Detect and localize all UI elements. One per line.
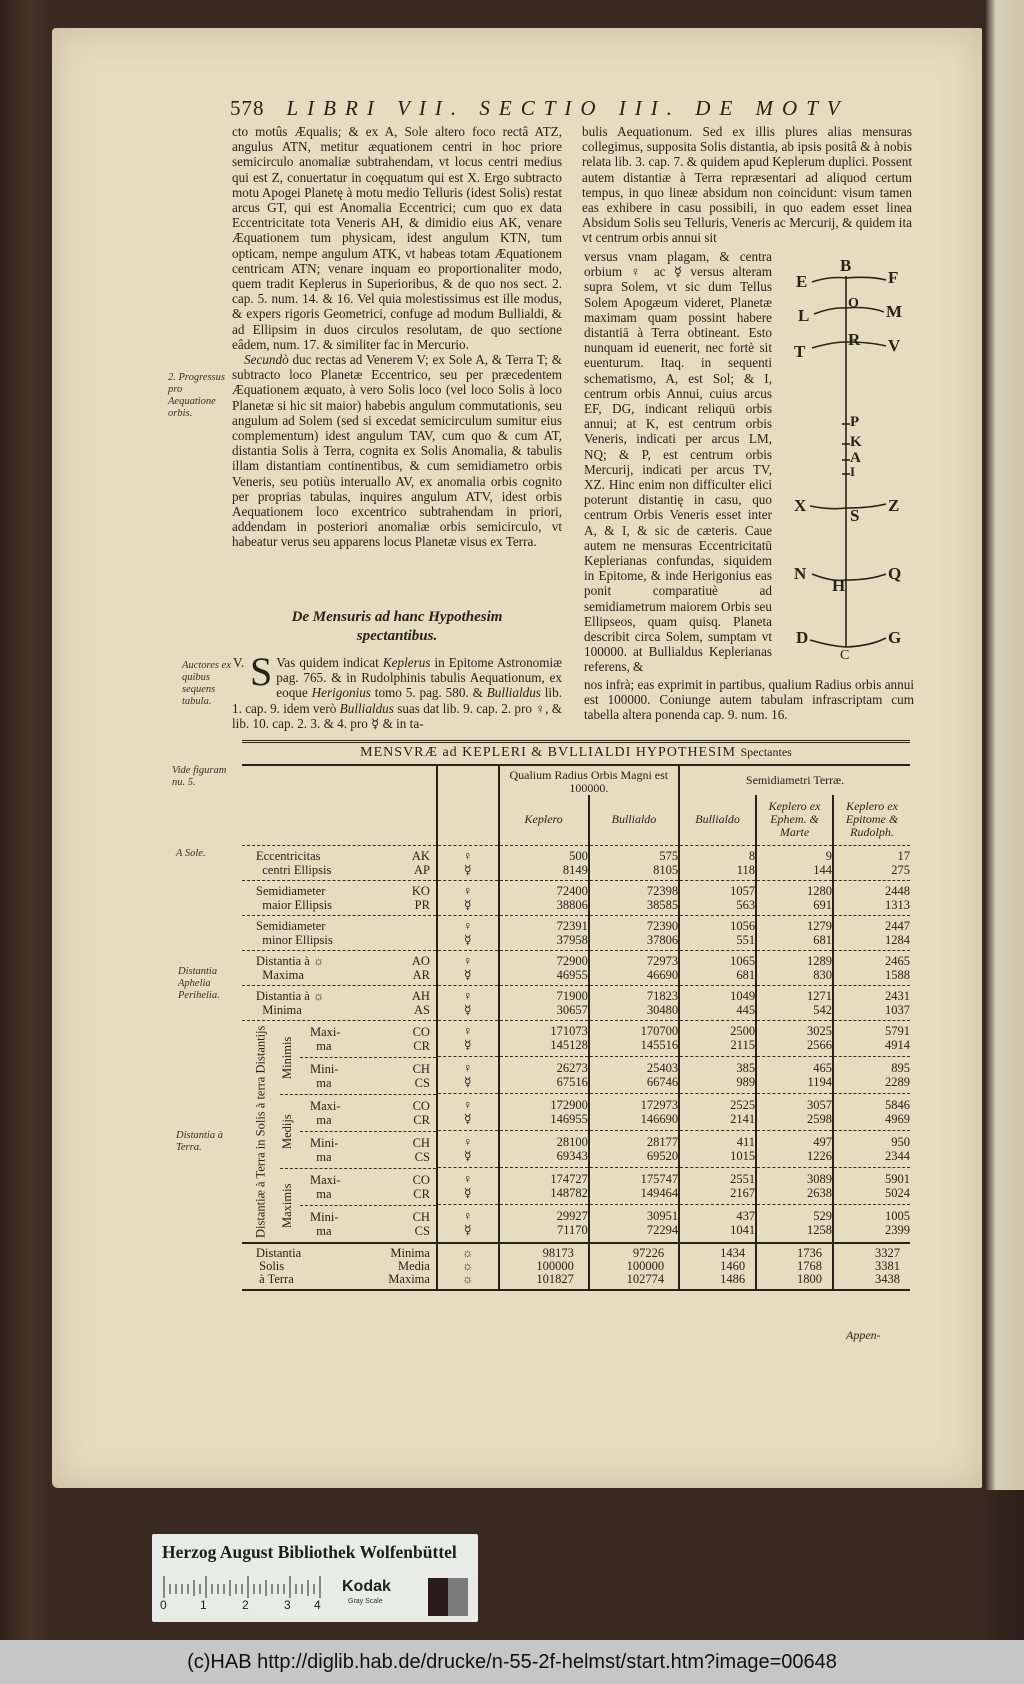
table-row-earth-medijs-minima: ♀ ☿ 28100 69343 28177 69520 411 1015 497 1226 950 2344 (242, 1131, 910, 1168)
diagram-label-g: G (888, 628, 902, 647)
diagram-label-a: A (850, 450, 861, 466)
table-row-distantia-solis: Minima Distantia Media Solis Maxima à Terra ☼ ☼ ☼ 98173 100000 101827 97226 100000 102774 1434 1460 1486 1736 1768 1800 3327 3381 3438 (242, 1243, 910, 1289)
mercury-icon: ☿ (463, 862, 472, 877)
diagram-label-h: H (832, 576, 846, 595)
diagram-label-n: N (794, 564, 807, 583)
page-number: 578 (230, 96, 265, 120)
table-row-semidiameter-maior: KO Semidiameter PR maior Ellipsis ♀ ☿ 72400 38806 72398 38585 1057 563 1280 691 2448 1313 (242, 880, 910, 915)
diagram-label-l: L (798, 306, 810, 325)
table-row-earth-maximis-minima: ♀ ☿ 29927 71170 30951 72294 437 1041 529 1258 1005 2399 (242, 1205, 910, 1243)
institution-name: Herzog August Bibliothek Wolfenbüttel (162, 1542, 457, 1562)
orbit-schematic-diagram (790, 256, 920, 663)
venus-icon: ♀ (463, 883, 473, 898)
mercury-icon: ☿ (463, 1075, 472, 1090)
mercury-icon: ☿ (463, 1223, 472, 1238)
diagram-label-r: R (848, 330, 861, 349)
diagram-label-z: Z (888, 496, 900, 515)
copyright-footer: (c)HAB http://diglib.hab.de/drucke/n-55-2f-helmst/start.htm?image=00648 (0, 1640, 1024, 1684)
catchword: Appen- (846, 1328, 881, 1342)
col-header-bullialdo-terrae: Bullialdo (679, 795, 756, 845)
sun-icon: ☼ (462, 1245, 474, 1260)
mercury-icon: ☿ (463, 967, 472, 982)
margin-note-auctores: Auctores ex quibus sequens tabula. (182, 660, 231, 707)
col-header-bullialdo: Bullialdo (589, 795, 679, 845)
col-header-keplero-epitome: Keplero ex Epitome & Rudolph. (833, 795, 910, 845)
left-column (232, 124, 562, 550)
paragraph-number: V. (233, 655, 245, 670)
venus-icon: ♀ (463, 1024, 473, 1039)
sun-icon: ☼ (462, 1258, 474, 1273)
ruler-scale (162, 1574, 322, 1598)
swatch-gray (448, 1578, 468, 1616)
table-bottom-rule (242, 1289, 910, 1291)
diagram-label-v: V (888, 336, 901, 355)
table-row-earth-maximis-maxima: ♀ ☿ 174727 148782 175747 149464 2551 2167 3089 2638 5901 5024 (242, 1168, 910, 1205)
adjacent-page-edge (984, 0, 1024, 1490)
paragraph-1: cto motûs Æqualis; & ex A, Sole altero foco rectâ ATZ, angulus ATN, metitur æquationem centri in hoc priore semicirculo anomaliæ subtrahendam, vt locus centri medius qui est Z, conuertatur in coęquatum qui est X. Ergo subtracto motu Apogei Planetę à motu medio Telluris (idest Solis) restat arcus GT, qui est Anomalia Eccentrici; cum quo ex data Eccentricitate tota Veneris AH, & dimidio eius AK, venare Æquationem tum physicam, idest angulum KTN, tum opticam, nempe angulum ATK, vt habeas totam Æquationem centricam ATN; venare inquam eo proportionaliter modo, quem tradit Keplerus in Superioribus, & de quo nos sect. 2. cap. 5. num. 14. & 16. Vel quia molestissimus est ille modus, & expers rigoris Geometrici, confuge ad modum Bullialdi, & ad Ellipsim in duos circulos resolutam, de quo sectione eâdem, num. 17. & similiter fac in Mercurio. (232, 124, 562, 352)
mercury-icon: ☿ (463, 1186, 472, 1201)
diagram-label-d: D (796, 628, 809, 647)
measurements-table (242, 740, 910, 1291)
diagram-label-b: B (840, 256, 852, 275)
mercury-icon: ☿ (463, 897, 472, 912)
margin-note-vide: Vide figuram nu. 5. (172, 765, 227, 788)
diagram-label-p: P (850, 414, 860, 430)
paragraph-2: Secundò duc rectas ad Venerem V; ex Sole A, & Terra T; & subtracto loco Planetæ Eccentrico, seu per præcedentem Æquationem æquato, à vero Solis loco (vel loco Solis à loco Planetæ si hic sit maior) habebis angulum commutationis, seu angulum ad Solem (sed si excedat semicirculum sumitur eius complementum) idest angulum TAV, cum quo & cum AT, distantia Solis à Terra, cognita ex Solis Anomalia, & tabulis illam distantiam continentibus, & cum semidiametro orbis Veneris, seu potiùs interuallo AV, ex anomalia orbis cognito per proprias tabulas, inquires angulum ATV, idest orbis Aequationem loco excentrico subtrahendam in priori, addendam in posteriori anomaliæ orbis semicirculo, vt habeatur verus seu apparens locus Planetæ visus ex Terra. (232, 352, 562, 550)
table-row-eccentricitas: AK Eccentricitas AP centri Ellipsis ♀ ☿ 500 8149 575 8105 8 118 9 144 17 275 (242, 845, 910, 880)
mercury-icon: ☿ (463, 1038, 472, 1053)
data-table (242, 766, 910, 1289)
margin-note-distantia-terra: Distantia à Terra. (176, 1130, 223, 1153)
table-header-row (242, 766, 910, 795)
margin-note-a-sole: A Sole. (176, 848, 206, 859)
venus-icon: ♀ (463, 1098, 473, 1113)
diagram-label-i: I (850, 464, 856, 479)
swatch-white (468, 1578, 478, 1616)
diagram-label-o: O (848, 296, 859, 311)
table-row-distantia-maxima: AO Distantia à ☼ AR Maxima ♀ ☿ 72900 46955 72973 46690 1065 681 1289 830 2465 1588 (242, 950, 910, 985)
diagram-label-s: S (850, 506, 860, 525)
vertical-label-medijs: Medijs (280, 1113, 294, 1149)
diagram-label-k: K (850, 434, 862, 450)
table-row-earth-medijs-maxima: ♀ ☿ 172900 146955 172973 146690 2525 2141 3057 2598 5846 4969 (242, 1094, 910, 1131)
venus-icon: ♀ (463, 1209, 473, 1224)
diagram-label-e: E (796, 272, 808, 291)
venus-icon: ♀ (463, 1061, 473, 1076)
vertical-label-minimis: Minimis (280, 1035, 294, 1079)
paragraph-v: S Vas quidem indicat Keplerus in Epitome Astronomiæ pag. 765. & in Rudolphinis tabulis Aequationum, ex eoque Herigonius tomo 5. pag. 580. & Bullialdus lib. 1. cap. 9. idem verò Bullialdus suas dat lib. 9. cap. 2. pro ♀, & lib. 10. cap. 2. 3. & 4. pro ☿ & in ta- (232, 649, 563, 731)
venus-icon: ♀ (463, 848, 473, 863)
margin-note-distantia-aphelia: Distantia Aphelia Perihelia. (178, 966, 220, 1001)
diagram-label-c: C (840, 648, 850, 663)
venus-icon: ♀ (463, 918, 473, 933)
table-row-earth-minimis-minima: ♀ ☿ 26273 67516 25403 66746 385 989 465 1194 895 2289 (242, 1057, 910, 1094)
venus-icon: ♀ (463, 988, 473, 1003)
venus-icon: ♀ (463, 1172, 473, 1187)
drop-cap: S (250, 649, 273, 694)
table-title: MENSVRÆ ad KEPLERI & BVLLIALDI HYPOTHESIM Spectantes (242, 740, 910, 766)
margin-note-progressus: 2. Progressus pro Aequatione orbis. (168, 372, 225, 419)
running-head-text: LIBRI VII. SECTIO III. DE MOTV (286, 96, 849, 120)
mercury-icon: ☿ (463, 1149, 472, 1164)
diagram-label-f: F (888, 268, 899, 287)
table-row-distantia-minima: AH Distantia à ☼ AS Minima ♀ ☿ 71900 30657 71823 30480 1049 445 1271 542 2431 1037 (242, 985, 910, 1020)
table-row-earth-minimis-maxima: Distantiæ à Terra in Solis à terra Distantijs Minimis CO Maxi- CR ma CH Mini- CS ma Medijs CO Maxi- CR ma CH Mini- CS ma Maximis CO Maxi- CR ma CH Mini- CS ma ♀ ☿ 171073 145128 170700 145516 2500 2115 3025 2566 5791 4914 (242, 1020, 910, 1057)
vertical-label-maximis: Maximis (280, 1182, 294, 1228)
gray-scale-label: Gray Scale (348, 1598, 383, 1605)
color-reference-card: Herzog August Bibliothek Wolfenbüttel 0 1 2 3 4 Kodak Gray Scale (152, 1534, 478, 1622)
diagram-label-t: T (794, 342, 806, 361)
header-group-radius: Qualium Radius Orbis Magni est 100000. (499, 766, 680, 795)
kodak-logo: Kodak (342, 1578, 391, 1595)
header-group-semidiametri: Semidiametri Terræ. (679, 766, 910, 795)
col-header-keplero: Keplero (499, 795, 589, 845)
right-column-narrow: versus vnam plagam, & centra orbium ♀ ac ☿ versus alteram supra Solem, vt sic dum Tellus Solem Apogæum videret, Planetæ maximam quam possint habere distantiā à Terra obtineant. Esto nunquam id euenerit, nec fortè sit euenturum. Itaq. in sequenti schematismo, A, est Sol; & I, centrum orbis Annui, cuius arcus EF, DG, indicant reliquū orbis annui; at K, est centrum orbis Veneris, indicati per arcus LM, NQ; & P, est centrum orbis Mercurij, indicati per arcus TV, XZ. Hinc enim non difficulter elici poterunt distantię in casu, quo centrum Orbis Veneris esset inter A, & I, & sic de cæteris. Caue autem ne mensuras Eccentricitatū Keplerianas confundas, siquidem in Epitome, & inde Herigonius eas ponit comparatiuè ad semidiametrum maiorem Orbis seu Ellipseos, quam quisq. Planeta describit circa Solem, sumptam vt 100000. at Bullialdus Keplerianas referens, & (584, 249, 772, 675)
mercury-icon: ☿ (463, 1002, 472, 1017)
secundo-lead: Secundò (244, 352, 289, 368)
venus-icon: ♀ (463, 1135, 473, 1150)
diagram-label-m: M (886, 302, 903, 321)
vertical-label-distantiae: Distantiæ à Terra in Solis à terra Distantijs (253, 1024, 268, 1238)
section-heading: De Mensuris ad hanc Hypothesim spectantibus. (291, 609, 503, 644)
diagram-label-q: Q (888, 564, 902, 583)
col-header-keplero-ephem: Keplero ex Ephem. & Marte (756, 795, 833, 845)
running-head (230, 96, 860, 121)
table-row-semidiameter-minor: Semidiameter minor Ellipsis ♀ ☿ 72391 37958 72390 37806 1056 551 1279 681 2447 1284 (242, 915, 910, 950)
mercury-icon: ☿ (463, 1112, 472, 1127)
diagram-label-x: X (794, 496, 807, 515)
swatch-black (428, 1578, 448, 1616)
right-column-bottom: nos infrà; eas exprimit in partibus, qualium Radius orbis annui est 100000. Coniunge autem tabulam infrascriptam cum tabella altera ponenda cap. 9. num. 16. (584, 677, 914, 723)
sun-icon: ☼ (462, 1271, 474, 1286)
venus-icon: ♀ (463, 953, 473, 968)
right-column-top: bulis Aequationum. Sed ex illis plures alias mensuras collegimus, supposita Solis distantia, ab ipsis positâ & à nobis relata lib. 3. cap. 7. & quidem apud Keplerum duplici. Possent autem distantiæ à Terra repræsentari ad aliquod certum tempus, in quo lineæ absidum non coincidunt: visum tamen eas exhibere in casu possibili, in quo eadem esset linea Absidum Solis seu Telluris, Veneris ac Mercurij, & quidem ita vt centrum orbis annui sit (582, 124, 912, 246)
mercury-icon: ☿ (463, 932, 472, 947)
